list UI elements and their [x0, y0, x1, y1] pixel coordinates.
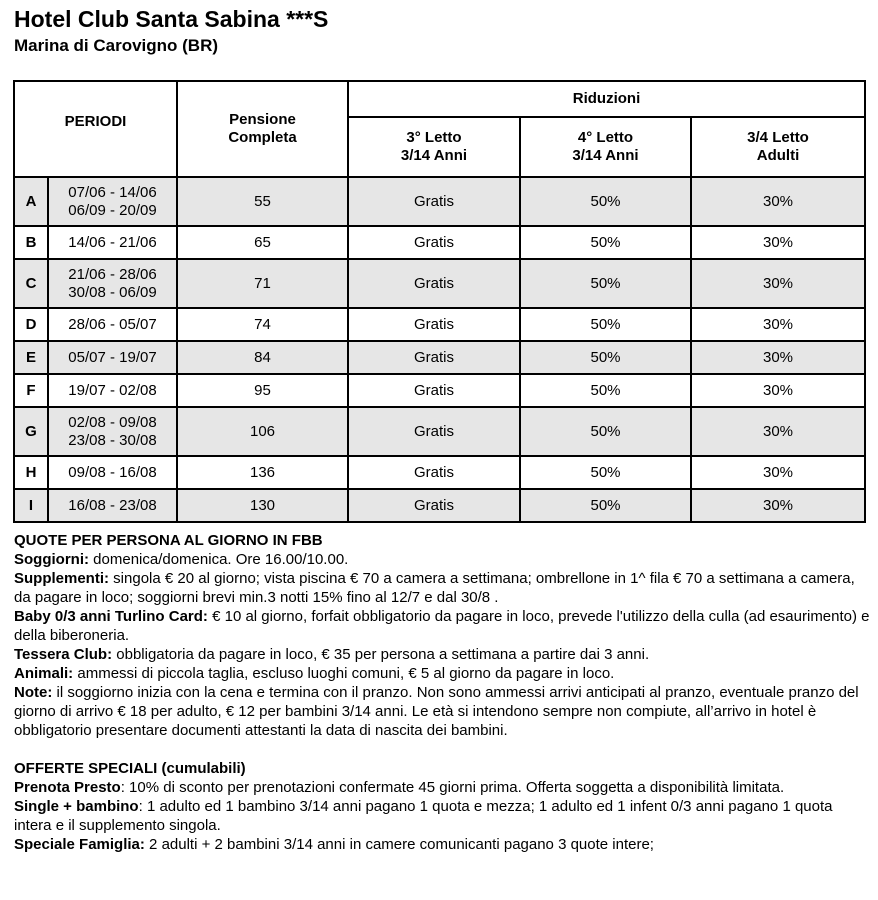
price-cell: 84: [177, 341, 348, 374]
price-cell: 74: [177, 308, 348, 341]
offerte-title: OFFERTE SPECIALI (cumulabili): [14, 760, 246, 777]
price-table: [13, 80, 866, 523]
period-date-range: 14/06 - 21/06: [68, 233, 157, 251]
price-cell: 95: [177, 374, 348, 407]
period-dates: [48, 456, 177, 489]
table-row: [14, 177, 865, 226]
note-baby: Baby 0/3 anni Turlino Card: € 10 al giorno, forfait obbligatorio da pagare in loco, prevede l'utilizzo della culla (ad esaurimento) e della biberoneria.: [14, 608, 870, 644]
reduction-34-adulti: 30%: [691, 259, 865, 308]
period-letter: D: [14, 308, 48, 341]
reduction-34-adulti: 30%: [691, 226, 865, 259]
period-dates: [48, 374, 177, 407]
reduction-3-letto: Gratis: [348, 341, 520, 374]
offer-single: Single + bambino: 1 adulto ed 1 bambino 3/14 anni pagano 1 quota e mezza; 1 adulto ed 1 infent 0/3 anni pagano 1 quota intera e il supplemento singola.: [14, 798, 833, 834]
table-row: [14, 341, 865, 374]
period-date-range: 06/09 - 20/09: [68, 201, 157, 219]
reduction-3-letto: Gratis: [348, 374, 520, 407]
reduction-3-letto: Gratis: [348, 177, 520, 226]
reduction-3-letto: Gratis: [348, 456, 520, 489]
header-riduzioni: Riduzioni: [348, 81, 865, 117]
price-cell: 65: [177, 226, 348, 259]
period-date-range: 21/06 - 28/06: [68, 265, 157, 283]
header-periodi: PERIODI: [14, 81, 177, 177]
reduction-3-letto: Gratis: [348, 407, 520, 456]
header-3-letto: 3° Letto 3/14 Anni: [348, 117, 520, 177]
header-4-letto: 4° Letto 3/14 Anni: [520, 117, 691, 177]
note-supplementi: Supplementi: singola € 20 al giorno; vista piscina € 70 a camera a settimana; ombrellone in 1^ fila € 70 a settimana a camera, da pagare in loco; soggiorni brevi min.3 notti 15% fino al 12/7 e dal 30/8 .: [14, 570, 855, 606]
period-date-range: 30/08 - 06/09: [68, 283, 157, 301]
period-letter: I: [14, 489, 48, 522]
reduction-4-letto: 50%: [520, 308, 691, 341]
period-letter: A: [14, 177, 48, 226]
period-date-range: 19/07 - 02/08: [68, 381, 157, 399]
table-row: [14, 407, 865, 456]
price-cell: 55: [177, 177, 348, 226]
period-dates: [48, 177, 177, 226]
reduction-34-adulti: 30%: [691, 456, 865, 489]
reduction-34-adulti: 30%: [691, 308, 865, 341]
period-letter: C: [14, 259, 48, 308]
period-date-range: 09/08 - 16/08: [68, 463, 157, 481]
page-title: Hotel Club Santa Sabina ***S: [14, 6, 329, 32]
reduction-4-letto: 50%: [520, 341, 691, 374]
period-date-range: 28/06 - 05/07: [68, 315, 157, 333]
offer-famiglia: Speciale Famiglia: 2 adulti + 2 bambini 3/14 anni in camere comunicanti pagano 3 quote intere;: [14, 836, 654, 853]
period-date-range: 23/08 - 30/08: [68, 431, 157, 449]
quote-title: QUOTE PER PERSONA AL GIORNO IN FBB: [14, 532, 323, 549]
period-dates: [48, 341, 177, 374]
reduction-4-letto: 50%: [520, 407, 691, 456]
table-row: [14, 226, 865, 259]
reduction-3-letto: Gratis: [348, 259, 520, 308]
period-dates: [48, 308, 177, 341]
note-note: Note: il soggiorno inizia con la cena e termina con il pranzo. Non sono ammessi arrivi anticipati al pranzo, eventuale pranzo del giorno di arrivo € 18 per adulto, € 12 per bambini 3/14 anni. Le età si intendono sempre non compiute, all’arrivo in hotel è obbligatorio presentare documenti attestanti la data di nascita dei bambini.: [14, 684, 859, 739]
table-row: [14, 308, 865, 341]
price-cell: 71: [177, 259, 348, 308]
reduction-4-letto: 50%: [520, 374, 691, 407]
period-dates: [48, 407, 177, 456]
reduction-3-letto: Gratis: [348, 308, 520, 341]
reduction-34-adulti: 30%: [691, 374, 865, 407]
offer-prenota: Prenota Presto: 10% di sconto per prenotazioni confermate 45 giorni prima. Offerta soggetta a disponibilità limitata.: [14, 779, 785, 796]
reduction-3-letto: Gratis: [348, 489, 520, 522]
reduction-34-adulti: 30%: [691, 341, 865, 374]
reduction-34-adulti: 30%: [691, 407, 865, 456]
note-soggiorni: Soggiorni: domenica/domenica. Ore 16.00/10.00.: [14, 551, 349, 568]
reduction-4-letto: 50%: [520, 456, 691, 489]
note-animali: Animali: ammessi di piccola taglia, escluso luoghi comuni, € 5 al giorno da pagare in loco.: [14, 665, 615, 682]
period-letter: G: [14, 407, 48, 456]
period-letter: F: [14, 374, 48, 407]
period-dates: [48, 259, 177, 308]
reduction-4-letto: 50%: [520, 177, 691, 226]
table-row: [14, 259, 865, 308]
table-row: [14, 374, 865, 407]
reduction-4-letto: 50%: [520, 489, 691, 522]
period-date-range: 16/08 - 23/08: [68, 496, 157, 514]
table-row: [14, 456, 865, 489]
price-cell: 106: [177, 407, 348, 456]
period-dates: [48, 226, 177, 259]
header-34-letto-adulti: 3/4 Letto Adulti: [691, 117, 865, 177]
table-row: [14, 489, 865, 522]
period-date-range: 05/07 - 19/07: [68, 348, 157, 366]
reduction-34-adulti: 30%: [691, 489, 865, 522]
price-cell: 136: [177, 456, 348, 489]
period-date-range: 02/08 - 09/08: [68, 413, 157, 431]
period-date-range: 07/06 - 14/06: [68, 183, 157, 201]
reduction-3-letto: Gratis: [348, 226, 520, 259]
reduction-4-letto: 50%: [520, 259, 691, 308]
note-tessera: Tessera Club: obbligatoria da pagare in loco, € 35 per persona a settimana a partire dai 3 anni.: [14, 646, 650, 663]
price-cell: 130: [177, 489, 348, 522]
period-dates: [48, 489, 177, 522]
period-letter: E: [14, 341, 48, 374]
period-letter: H: [14, 456, 48, 489]
page-subtitle: Marina di Carovigno (BR): [14, 36, 219, 55]
notes-section: [14, 531, 870, 854]
reduction-34-adulti: 30%: [691, 177, 865, 226]
header-pensione: Pensione Completa: [177, 81, 348, 177]
period-letter: B: [14, 226, 48, 259]
reduction-4-letto: 50%: [520, 226, 691, 259]
